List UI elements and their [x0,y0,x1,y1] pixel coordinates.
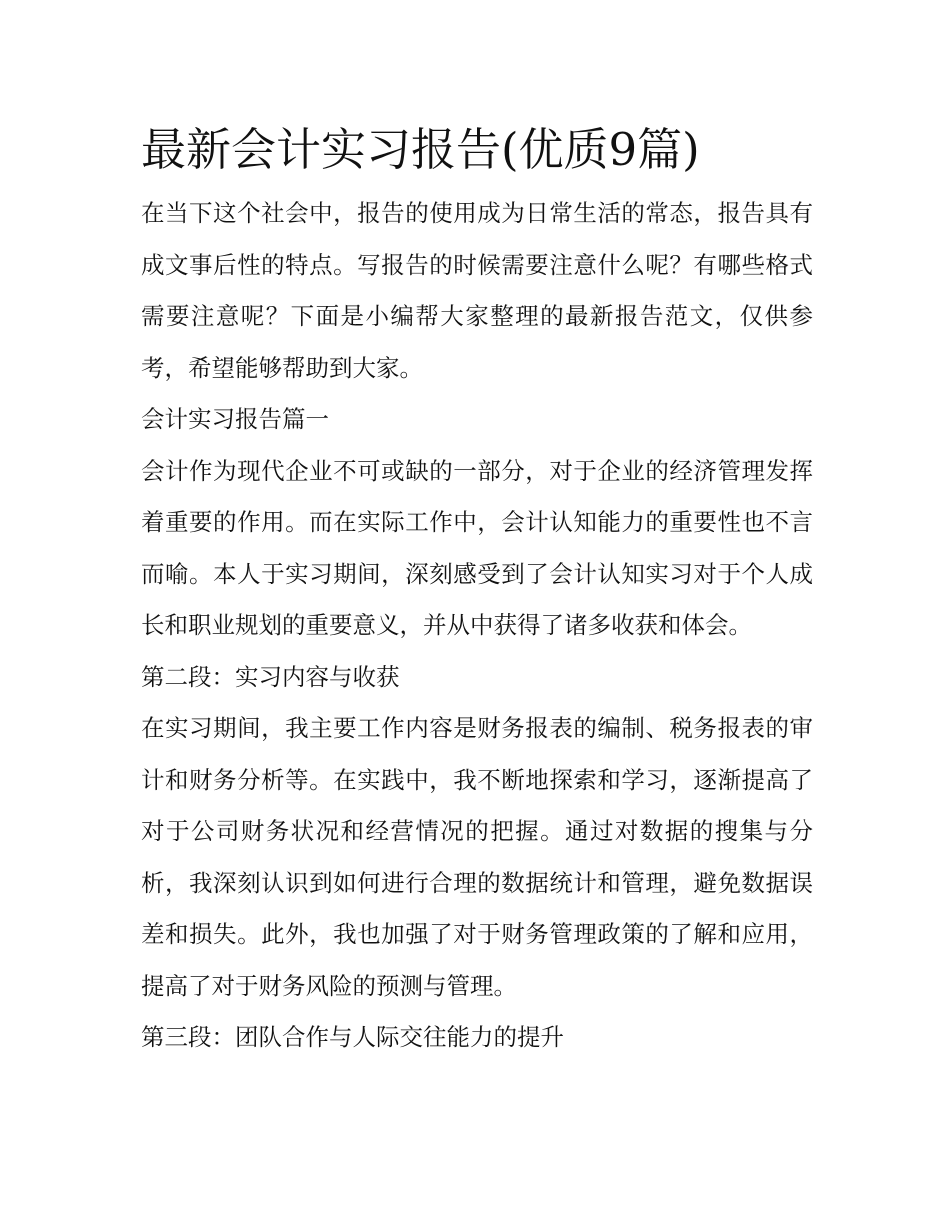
document-content [141,112,813,1064]
section-2-paragraph: 在实习期间，我主要工作内容是财务报表的编制、税务报表的审计和财务分析等。在实践中，我不断地探索和学习，逐渐提高了对于公司财务状况和经营情况的把握。通过对数据的搜集与分析，我深刻认识到如何进行合理的数据统计和管理，避免数据误差和损失。此外，我也加强了对于财务管理政策的了解和应用，提高了对于财务风险的预测与管理。 [141,714,813,1000]
intro-paragraph: 在当下这个社会中，报告的使用成为日常生活的常态，报告具有成文事后性的特点。写报告的时候需要注意什么呢？有哪些格式需要注意呢？下面是小编帮大家整理的最新报告范文，仅供参考，希望能够帮助到大家。 [141,199,813,382]
section-3-heading: 第三段：团队合作与人际交往能力的提升 [141,1023,564,1051]
section-1-heading: 会计实习报告篇一 [141,405,329,433]
document-title: 最新会计实习报告(优质9篇) [141,123,700,176]
section-1-paragraph: 会计作为现代企业不可或缺的一部分，对于企业的经济管理发挥着重要的作用。而在实际工作中，会计认知能力的重要性也不言而喻。本人于实习期间，深刻感受到了会计认知实习对于个人成长和职业规划的重要意义，并从中获得了诸多收获和体会。 [141,456,813,639]
section-2-heading: 第二段：实习内容与收获 [141,662,400,691]
